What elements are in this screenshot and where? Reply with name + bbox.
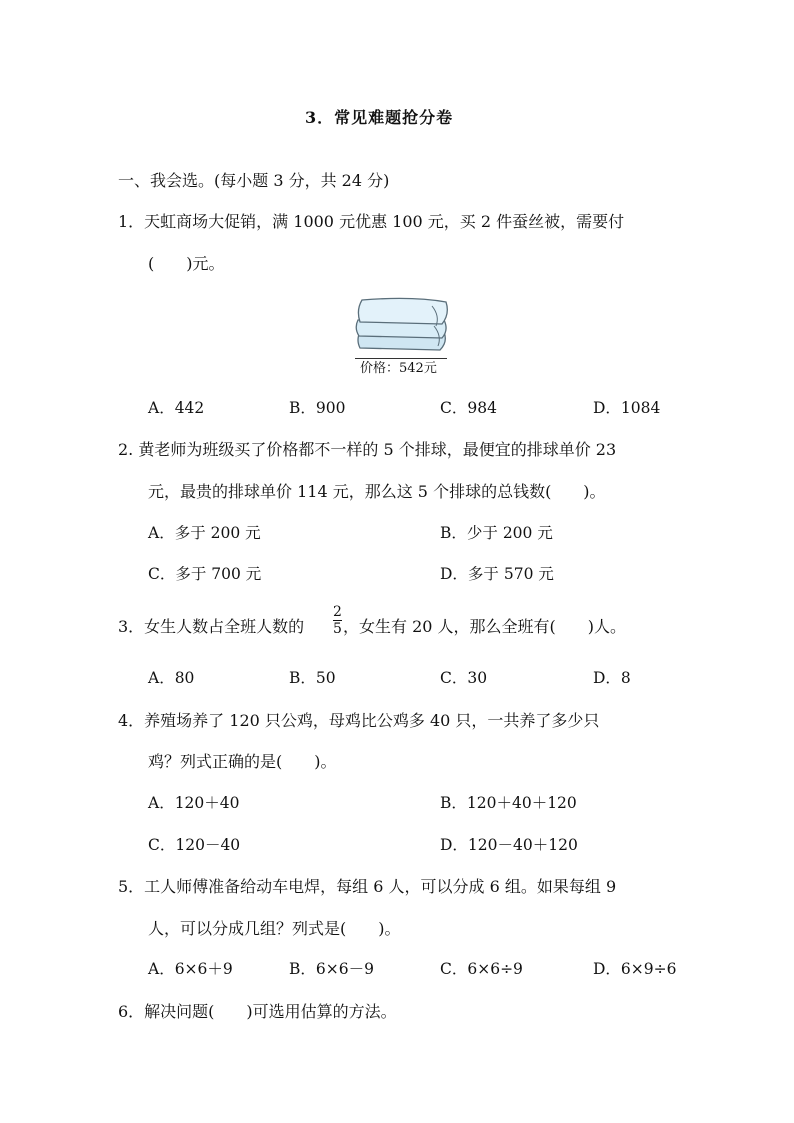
question-1-option-c: C．984	[440, 399, 497, 417]
question-3-line-1-end: ，女生有 20 人，那么全班有( )人。	[343, 617, 627, 636]
question-2-option-b: B．少于 200 元	[440, 524, 553, 542]
question-1-option-d: D．1084	[593, 399, 661, 417]
section-heading: 一、我会选。(每小题 3 分，共 24 分)	[118, 171, 390, 190]
question-5-option-b: B．6×6－9	[289, 960, 374, 978]
question-5-line-2: 人，可以分成几组？列式是( )。	[148, 919, 401, 938]
question-5-option-a: A．6×6＋9	[148, 960, 233, 978]
price-divider	[355, 358, 447, 359]
price-caption: 价格：542元	[360, 361, 437, 376]
question-5-option-d: D．6×9÷6	[593, 960, 677, 978]
question-3-option-d: D．8	[593, 669, 631, 687]
fraction-numerator: 2	[333, 604, 342, 620]
question-5-line-1: 5．工人师傅准备给动车电焊，每组 6 人，可以分成 6 组。如果每组 9	[118, 877, 617, 896]
quilt-top-layer	[358, 298, 447, 324]
question-2-line-1: 2. 黄老师为班级买了价格都不一样的 5 个排球，最便宜的排球单价 23	[118, 440, 617, 459]
question-2-option-a: A．多于 200 元	[148, 524, 261, 542]
question-3-option-b: B．50	[289, 669, 336, 687]
question-3-line-1-start: 3．女生人数占全班人数的	[118, 617, 305, 636]
silk-quilt-image	[352, 292, 454, 362]
question-3-option-c: C．30	[440, 669, 488, 687]
question-6-line-1: 6．解决问题( )可选用估算的方法。	[118, 1002, 397, 1021]
fraction-denominator: 5	[333, 621, 342, 637]
question-4-line-1: 4．养殖场养了 120 只公鸡，母鸡比公鸡多 40 只，一共养了多少只	[118, 711, 600, 730]
question-2-option-c: C．多于 700 元	[148, 565, 262, 583]
question-1-option-a: A．442	[148, 399, 205, 417]
question-1-option-b: B．900	[289, 399, 346, 417]
fraction-two-fifths	[333, 605, 342, 636]
question-4-option-b: B．120＋40＋120	[440, 794, 577, 812]
question-5-option-c: C．6×6÷9	[440, 960, 523, 978]
question-2-option-d: D．多于 570 元	[440, 565, 554, 583]
question-1-line-2: ( )元。	[148, 254, 225, 273]
question-3-option-a: A．80	[148, 669, 195, 687]
question-4-option-a: A．120＋40	[148, 794, 240, 812]
question-4-line-2: 鸡？列式正确的是( )。	[148, 752, 337, 771]
question-1-line-1: 1．天虹商场大促销，满 1000 元优惠 100 元，买 2 件蚕丝被，需要付	[118, 212, 625, 231]
question-2-line-2: 元，最贵的排球单价 114 元，那么这 5 个排球的总钱数( )。	[148, 482, 606, 501]
question-4-option-c: C．120－40	[148, 836, 241, 854]
page-title: 3．常见难题抢分卷	[305, 108, 454, 127]
question-4-option-d: D．120－40＋120	[440, 836, 578, 854]
